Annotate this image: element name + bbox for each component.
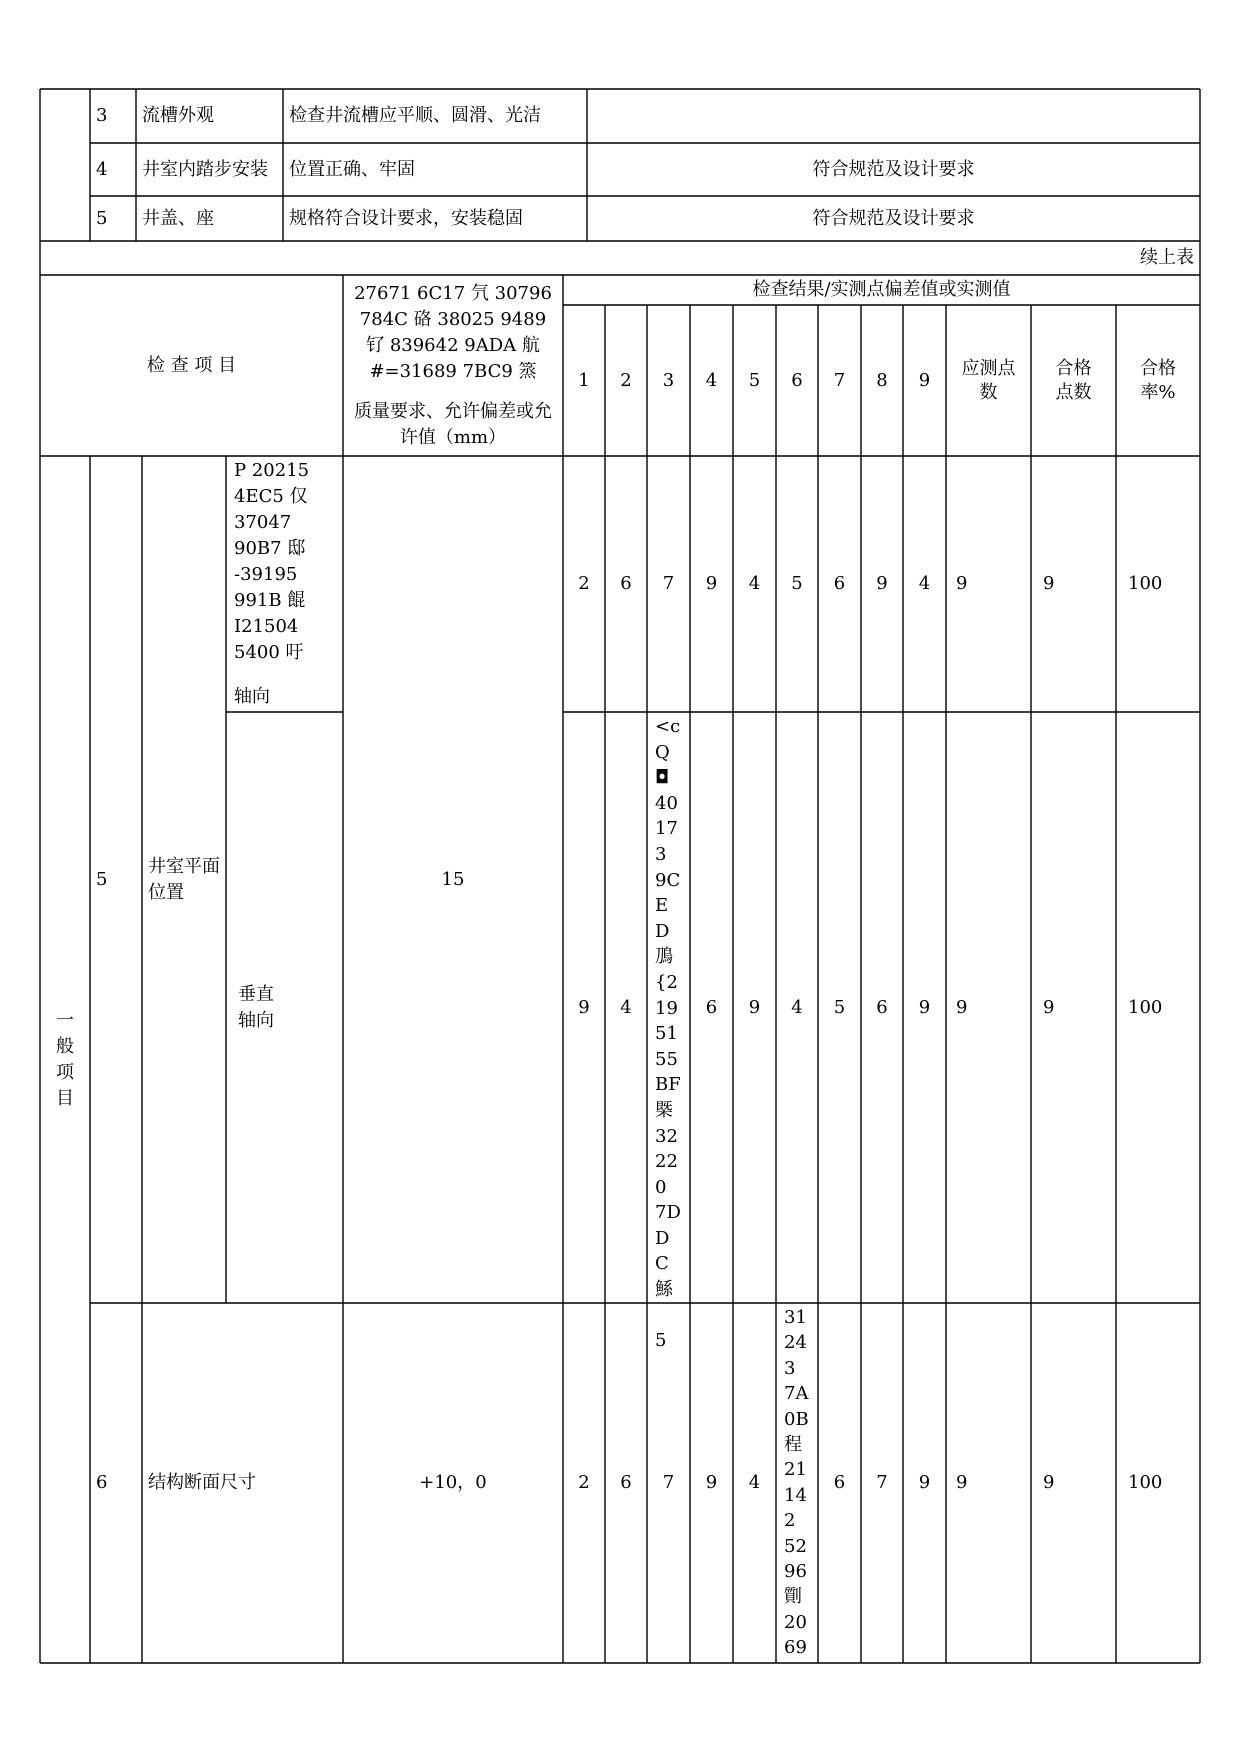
row-3-no: 3: [96, 105, 108, 126]
item-5-sub2-value-3-garbled: <c Q ◘ 40 17 3 9C ED 鳭 {2 19 51 55 BF 槩 32 22 0 7D DC 鯀 5: [655, 716, 681, 1352]
item-5-sub1-should: 9: [956, 573, 968, 594]
item-5-name: 井室平面位置: [148, 855, 220, 903]
row-5-requirement: 规格符合设计要求，安装稳固: [289, 207, 523, 229]
continued-label: 续上表: [1140, 247, 1194, 268]
item-5-sub1-label: 轴向: [234, 686, 270, 707]
row-5-result: 符合规范及设计要求: [812, 207, 975, 229]
item-5-sub2-value-1: 9: [578, 996, 590, 1018]
item-5-sub1-value-4: 9: [705, 573, 718, 594]
header-point-7: 7: [833, 369, 846, 391]
header-point-6: 6: [791, 369, 803, 391]
item-6-value-9: 9: [918, 1472, 931, 1493]
header-point-4: 4: [705, 369, 718, 391]
item-6-value-1: 2: [578, 1472, 590, 1493]
row-3-result: [587, 89, 1200, 143]
item-5-sub2-value-2: 4: [620, 996, 632, 1018]
item-5-sub1-garbled: P 20215 4EC5 仅 37047 90B7 邸 -39195 991B 餛 I21504 5400 吁: [234, 460, 310, 663]
item-6-qualified: 9: [1043, 1472, 1055, 1493]
item-5-sub1-rate: 100: [1128, 573, 1163, 594]
item-5-sub2-value-8: 6: [876, 996, 888, 1018]
item-5-sub2-value-6: 4: [791, 996, 803, 1018]
item-5-sub1-value-3: 7: [662, 573, 675, 594]
item-5-sub1-qualified: 9: [1043, 573, 1055, 594]
item-5-sub2-value-7: 5: [833, 996, 846, 1018]
item-5-tolerance: 15: [441, 868, 465, 890]
item-5-sub2-value-4: 6: [705, 996, 718, 1018]
item-5-sub2-value-5: 9: [748, 996, 761, 1018]
header-point-2: 2: [620, 369, 632, 391]
item-5-sub2-qualified: 9: [1043, 996, 1055, 1018]
item-5-sub2-value-9: 9: [918, 996, 931, 1018]
item-6-value-7: 6: [833, 1472, 846, 1493]
item-6-name: 结构断面尺寸: [148, 1472, 256, 1493]
header-point-8: 8: [876, 369, 888, 391]
header-quality: [343, 275, 563, 456]
row-5-no: 5: [96, 207, 108, 229]
item-6-value-2: 6: [620, 1472, 632, 1493]
item-5-sub1-value-2: 6: [620, 573, 632, 594]
item-5-sub1-value-9: 4: [918, 573, 931, 594]
item-5-no: 5: [96, 868, 108, 890]
header-point-5: 5: [748, 369, 761, 391]
item-5-sub1-value-7: 6: [833, 573, 846, 594]
item-5-sub1-value-6: 5: [791, 573, 803, 594]
header-point-3: 3: [662, 369, 675, 391]
header-result-title: 检查结果/实测点偏差值或实测值: [752, 279, 1011, 300]
item-5-sub1-value-5: 4: [748, 573, 761, 594]
item-6-value-6-garbled: 31 24 3 7A 0B 程 21 14 2 52 96 劕 20 69: [784, 1307, 809, 1659]
row-5-item: 井盖、座: [142, 207, 214, 229]
item-6-value-4: 9: [705, 1472, 718, 1493]
row-4-result: 符合规范及设计要求: [812, 158, 975, 180]
item-6-value-8: 7: [876, 1472, 888, 1493]
row-4-requirement: 位置正确、牢固: [289, 158, 415, 180]
item-6-should: 9: [956, 1472, 968, 1493]
row-3-requirement: 检查井流槽应平顺、圆滑、光洁: [289, 105, 541, 126]
header-check-item: 检 查 项 目: [146, 354, 237, 376]
item-6-no: 6: [96, 1472, 108, 1493]
category-general: 一 般 项 目: [56, 1009, 74, 1109]
item-6-value-3: 7: [662, 1472, 675, 1493]
header-quality-garbled: 27671 6C17 氕 30796 784C 硌 38025 9489 钌 839642 9ADA 航 #=31689 7BC9 篜: [354, 282, 552, 382]
header-should-points: 应测点数: [961, 357, 1016, 403]
item-6-value-5: 4: [748, 1472, 761, 1493]
row-3-item: 流槽外观: [142, 105, 214, 126]
item-5-sub1-value-1: 2: [578, 573, 590, 594]
row-4-no: 4: [96, 158, 108, 180]
item-5-sub1: [226, 456, 343, 712]
item-5-sub1-value-8: 9: [876, 573, 888, 594]
header-pass-rate: 合格率%: [1140, 357, 1176, 403]
item-5-sub2-rate: 100: [1128, 996, 1163, 1018]
header-quality-label: 质量要求、允许偏差或允许值（mm）: [354, 400, 552, 448]
header-qualified-points: 合格点数: [1055, 357, 1092, 403]
row-4-item: 井室内踏步安装: [142, 158, 268, 180]
item-5-sub2-label: 垂直 轴向: [238, 983, 274, 1031]
item-5-sub2-should: 9: [956, 996, 968, 1018]
item-6-tolerance: +10，0: [419, 1472, 487, 1493]
item-6-rate: 100: [1128, 1472, 1163, 1493]
header-point-9: 9: [918, 369, 931, 391]
header-point-1: 1: [578, 369, 590, 391]
